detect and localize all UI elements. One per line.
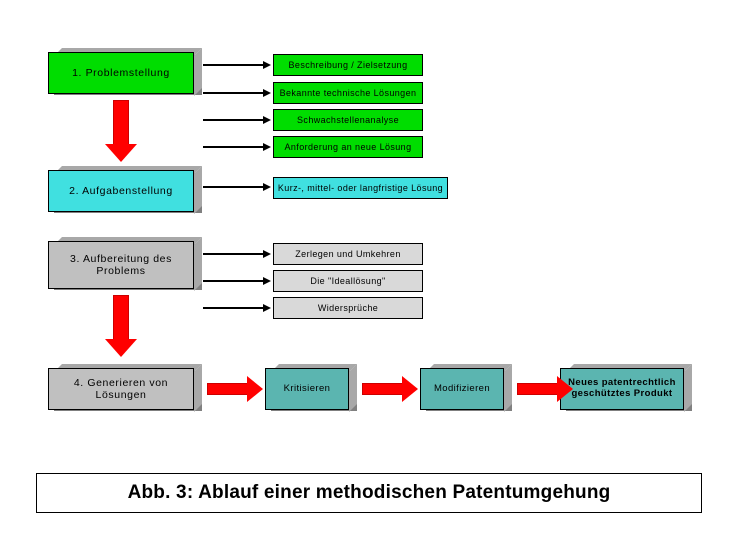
stage1-output-2-label: Bekannte technische Lösungen (279, 87, 417, 98)
stage3-output-2[interactable] (273, 270, 423, 292)
red-arrow-stage3-to-stage4 (104, 295, 138, 357)
stage2-output-1-label: Kurz-, mittel- oder langfristige Lösung (277, 182, 444, 193)
stage1-output-2[interactable] (273, 82, 423, 104)
stage2-output-1[interactable] (273, 177, 448, 199)
figure-caption-box (36, 473, 702, 513)
arrow-stage1-out-1 (203, 61, 271, 69)
stage-1-box[interactable] (48, 52, 194, 94)
bottom-step-produkt-label: Neues patentrechtlich geschütztes Produkt (568, 377, 676, 399)
stage-3-box[interactable] (48, 241, 194, 289)
stage-2-box[interactable] (48, 170, 194, 212)
stage-1-label: 1. Problemstellung (72, 66, 170, 79)
red-arrow-to-produkt (517, 376, 575, 402)
red-arrow-to-modifizieren (362, 376, 420, 402)
arrow-stage3-out-2 (203, 277, 271, 285)
stage-4-side-face (194, 364, 202, 412)
red-arrow-to-kritisieren (207, 376, 265, 402)
stage-4-box[interactable] (48, 368, 194, 410)
stage3-output-1[interactable] (273, 243, 423, 265)
stage1-output-4[interactable] (273, 136, 423, 158)
stage1-output-3-label: Schwachstellenanalyse (297, 114, 399, 125)
bottom-step-modifizieren-label: Modifizieren (433, 382, 490, 394)
arrow-stage3-out-3 (203, 304, 271, 312)
stage3-output-2-label: Die "Ideallösung" (310, 275, 386, 286)
modifizieren-side-face (504, 364, 512, 412)
bottom-step-kritisieren[interactable] (265, 368, 349, 410)
stage1-output-4-label: Anforderung an neue Lösung (284, 141, 412, 152)
stage1-output-1[interactable] (273, 54, 423, 76)
stage1-output-1-label: Beschreibung / Zielsetzung (288, 59, 408, 70)
bottom-step-kritisieren-label: Kritisieren (283, 382, 331, 394)
arrow-stage1-out-4 (203, 143, 271, 151)
stage-1-side-face (194, 48, 202, 96)
produkt-side-face (684, 364, 692, 412)
bottom-step-produkt[interactable] (560, 368, 684, 410)
figure-caption-text: Abb. 3: Ablauf einer methodischen Patentumgehung (127, 482, 611, 503)
stage-4-label: 4. Generieren von Lösungen (73, 376, 169, 401)
stage3-output-3-label: Widersprüche (317, 302, 379, 313)
arrow-stage3-out-1 (203, 250, 271, 258)
stage3-output-3[interactable] (273, 297, 423, 319)
stage-2-label: 2. Aufgabenstellung (69, 184, 173, 197)
arrow-stage1-out-2 (203, 89, 271, 97)
stage3-output-1-label: Zerlegen und Umkehren (295, 248, 401, 259)
red-arrow-stage1-to-stage2 (104, 100, 138, 162)
stage-2-side-face (194, 166, 202, 214)
arrow-stage2-out-1 (203, 183, 271, 191)
kritisieren-side-face (349, 364, 357, 412)
bottom-step-modifizieren[interactable] (420, 368, 504, 410)
stage1-output-3[interactable] (273, 109, 423, 131)
stage-3-side-face (194, 237, 202, 291)
stage-3-label: 3. Aufbereitung des Problems (70, 252, 172, 277)
arrow-stage1-out-3 (203, 116, 271, 124)
